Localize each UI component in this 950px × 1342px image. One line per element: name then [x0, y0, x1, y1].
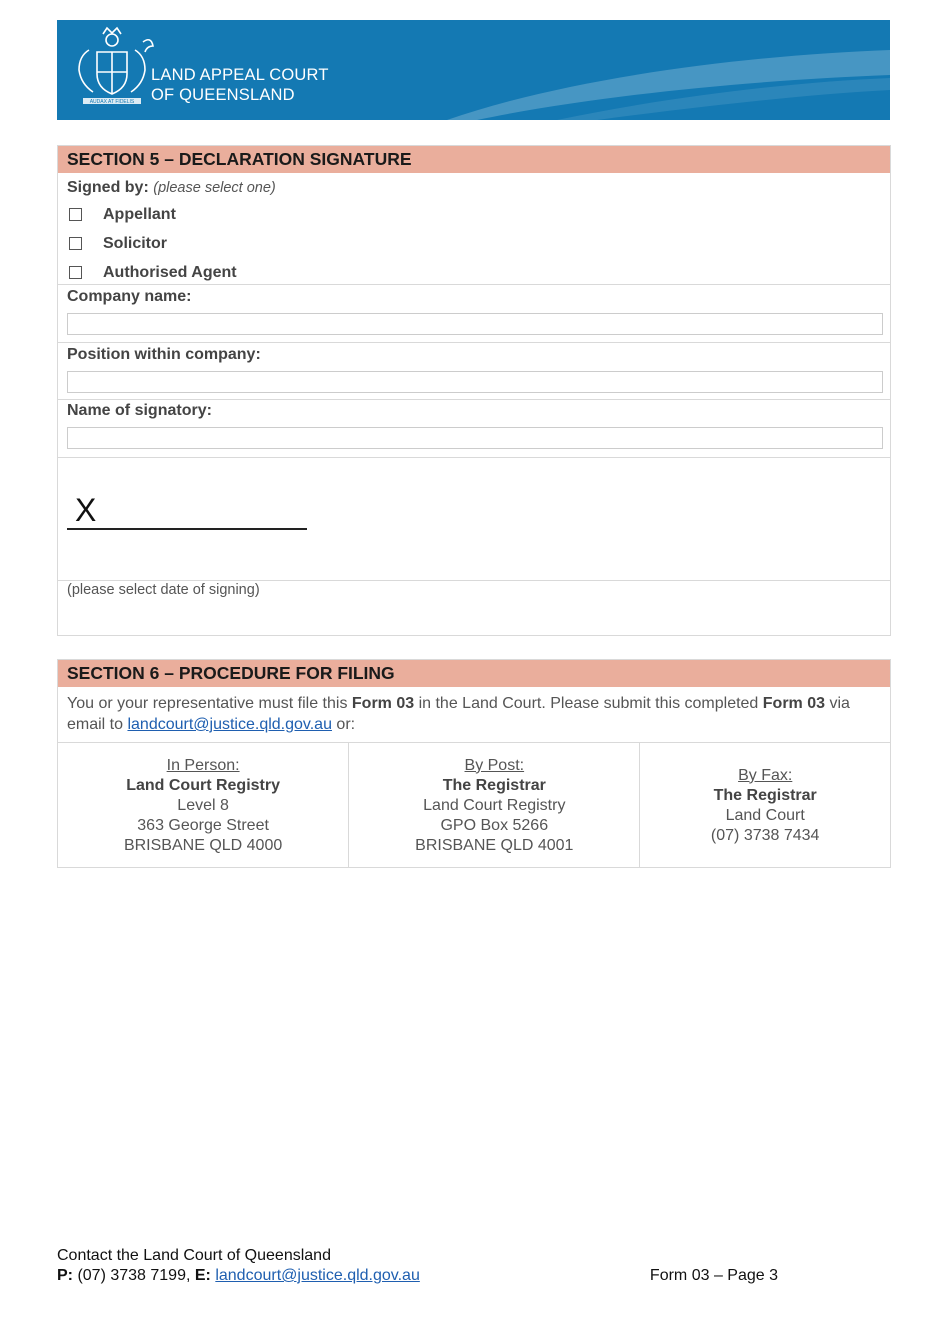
company-name-label: Company name: [67, 288, 192, 305]
position-field[interactable] [67, 371, 883, 393]
crest-motto: AUDAX AT FIDELIS [89, 99, 135, 105]
solicitor-label: Solicitor [103, 234, 168, 252]
footer-contact-details: P: (07) 3738 7199, E: landcourt@justice.qld.gov.au [57, 1267, 420, 1284]
filing-methods [58, 742, 890, 868]
signed-by-label: Signed by: [67, 179, 149, 196]
by-fax-line2: (07) 3738 7434 [710, 826, 820, 844]
by-post-column [348, 743, 639, 868]
court-name-line2: OF QUEENSLAND [151, 86, 295, 104]
in-person-line3: BRISBANE QLD 4000 [123, 836, 283, 854]
footer-contact: Contact the Land Court of Queensland [57, 1247, 331, 1264]
option-solicitor[interactable] [58, 229, 890, 258]
by-post-line1: Land Court Registry [423, 796, 566, 814]
company-name-row [58, 284, 890, 342]
position-label: Position within company: [67, 346, 261, 363]
by-fax-name: The Registrar [713, 786, 817, 804]
in-person-line2: 363 George Street [137, 816, 269, 834]
in-person-column [58, 743, 348, 868]
by-fax-column [639, 743, 890, 868]
option-authorised-agent[interactable] [58, 258, 890, 287]
date-row [58, 580, 890, 639]
court-name-line1: LAND APPEAL COURT [151, 66, 329, 84]
header-banner [57, 20, 890, 120]
section-5-declaration [57, 145, 891, 636]
option-appellant[interactable] [58, 200, 890, 229]
in-person-line1: Level 8 [177, 796, 229, 814]
signatory-field[interactable] [67, 427, 883, 449]
page-number: Form 03 – Page 3 [649, 1267, 778, 1284]
by-post-line3: BRISBANE QLD 4001 [415, 836, 574, 854]
signed-by-group [58, 173, 890, 284]
appellant-label: Appellant [103, 205, 176, 223]
signature-row [58, 457, 890, 580]
filing-email-link[interactable]: landcourt@justice.qld.gov.au [127, 716, 332, 733]
company-name-field[interactable] [67, 313, 883, 335]
date-of-signing-field[interactable]: (please select date of signing) [67, 582, 260, 598]
appellant-checkbox[interactable] [69, 208, 82, 221]
by-post-name: The Registrar [442, 776, 546, 794]
filing-instructions: You or your representative must file this Form 03 in the Land Court. Please submit this completed Form 03 via email to landcourt@justice.qld.gov.au or: [67, 695, 850, 733]
signature-line[interactable] [67, 528, 307, 530]
signatory-label: Name of signatory: [67, 402, 212, 419]
position-row [58, 342, 890, 399]
authorised-agent-checkbox[interactable] [69, 266, 82, 279]
signatory-row [58, 399, 890, 457]
solicitor-checkbox[interactable] [69, 237, 82, 250]
by-post-line2: GPO Box 5266 [440, 816, 549, 834]
footer-email-link[interactable]: landcourt@justice.qld.gov.au [215, 1267, 420, 1284]
in-person-title: In Person: [166, 756, 240, 774]
section-5-heading: SECTION 5 – DECLARATION SIGNATURE [58, 146, 890, 173]
by-fax-line1: Land Court [725, 806, 805, 824]
signed-by-hint: (please select one) [153, 180, 276, 196]
court-name [151, 65, 329, 105]
queensland-crest-logo [69, 24, 155, 106]
authorised-agent-label: Authorised Agent [103, 263, 237, 281]
in-person-name: Land Court Registry [126, 776, 280, 794]
by-fax-title: By Fax: [738, 766, 793, 784]
section-6-heading: SECTION 6 – PROCEDURE FOR FILING [58, 660, 890, 687]
by-post-title: By Post: [464, 756, 525, 774]
page-footer [57, 1246, 890, 1286]
section-6-filing [57, 659, 891, 868]
signature-mark: X [75, 492, 97, 528]
